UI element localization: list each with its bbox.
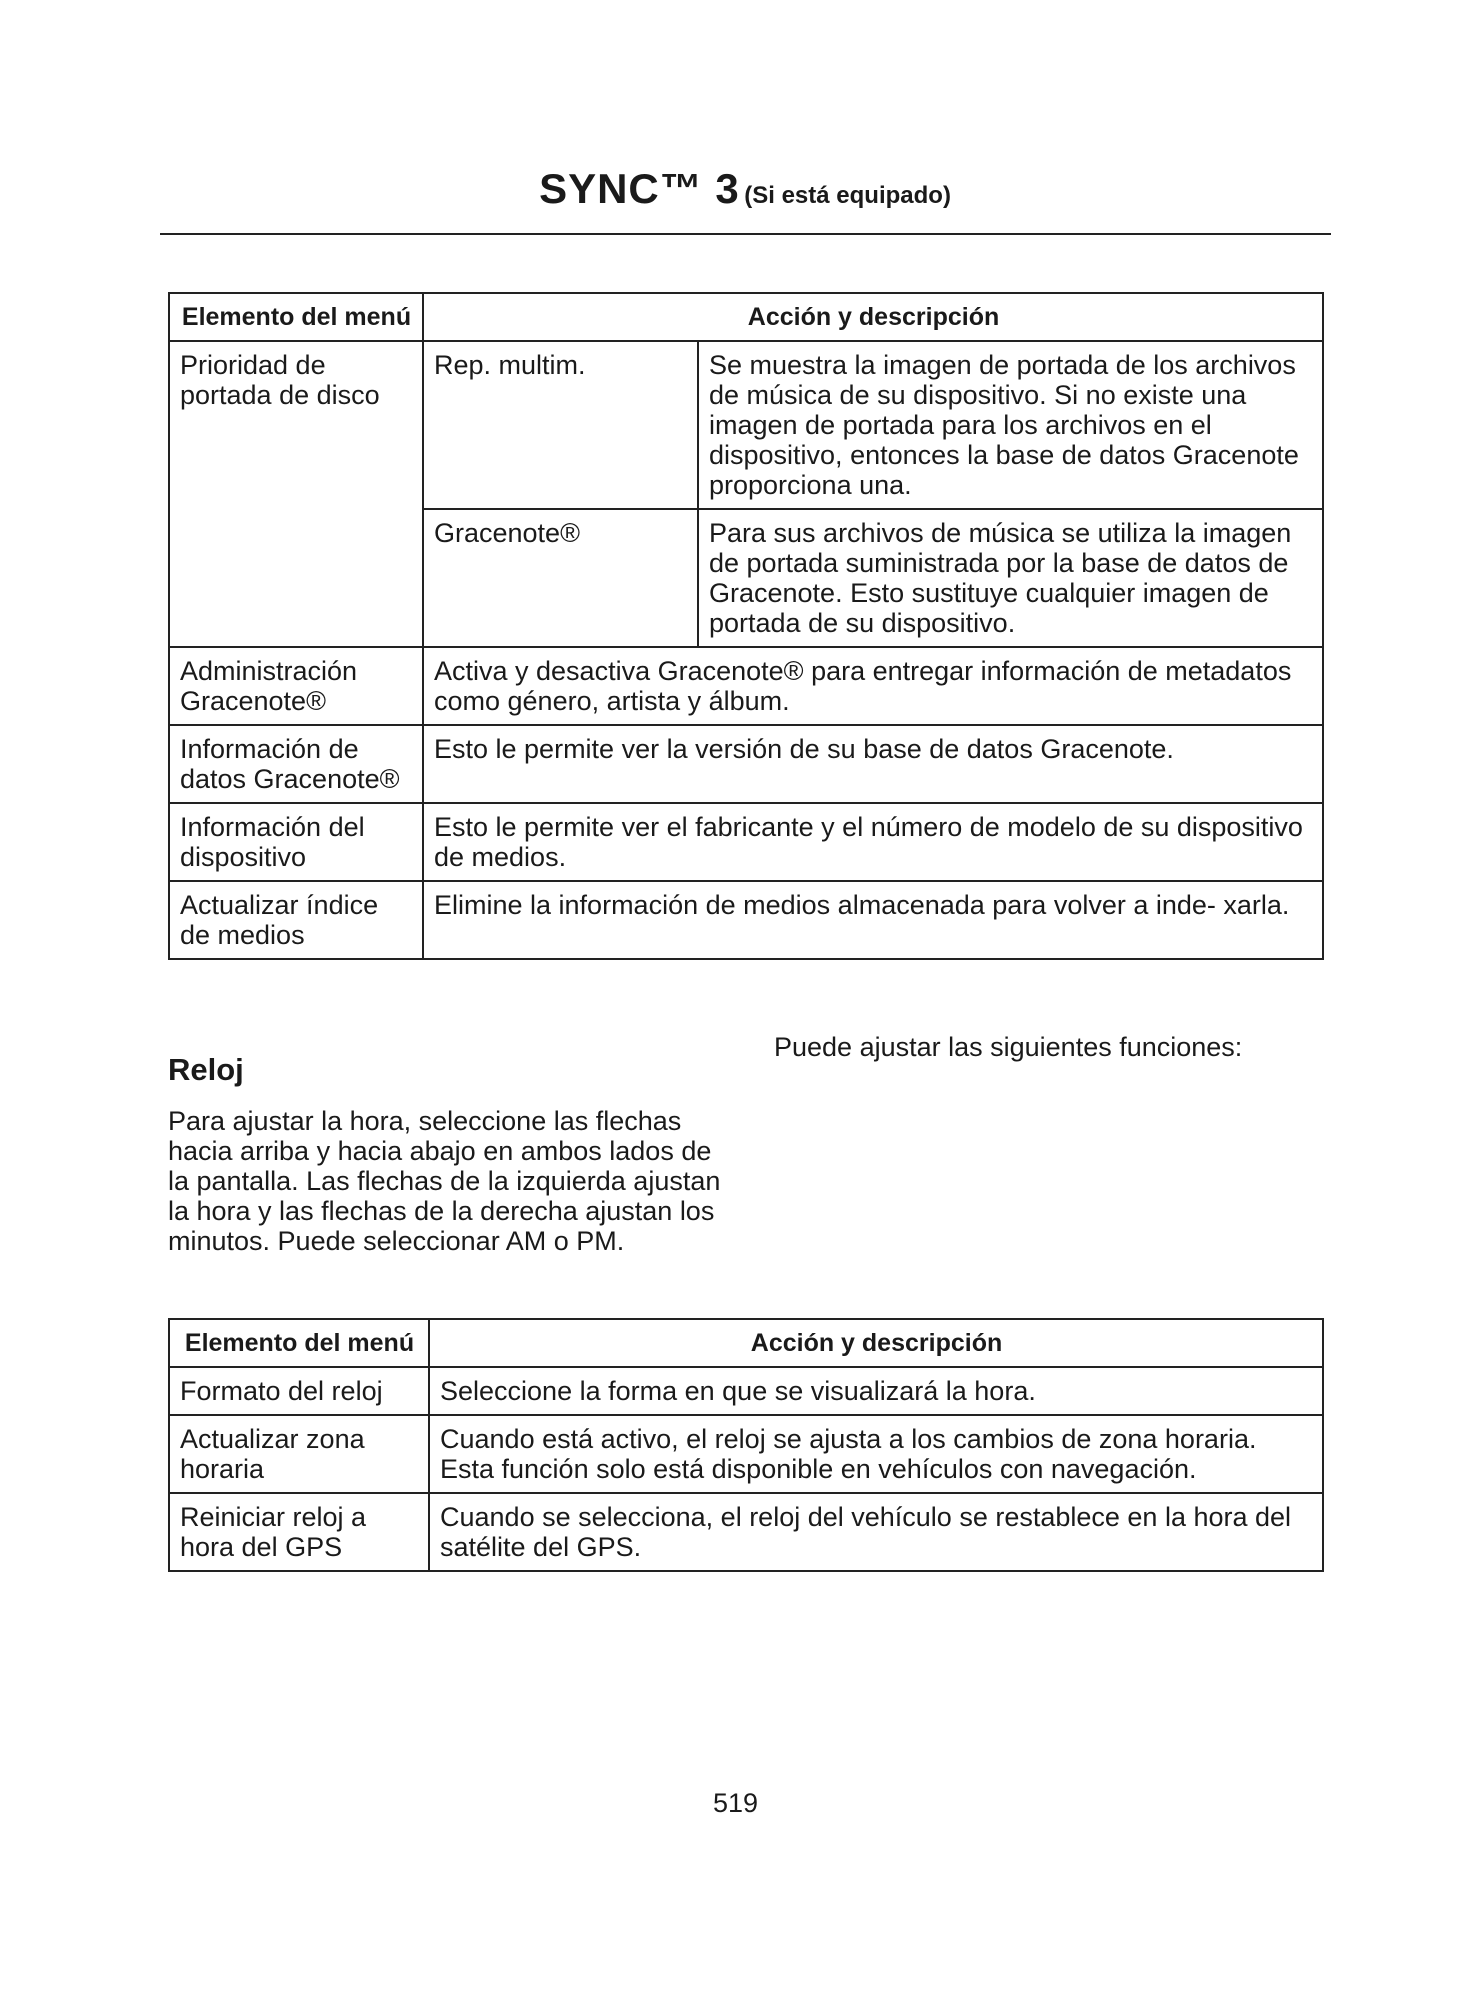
menu-item-cell: Prioridad de portada de disco (169, 341, 423, 647)
page-number: 519 (712, 1788, 759, 1818)
menu-item-cell: Información de datos Gracenote® (169, 725, 423, 803)
description-cell: Elimine la información de medios almacenada para volver a inde- xarla. (423, 881, 1323, 959)
header-action: Acción y descripción (429, 1319, 1323, 1367)
table-row (169, 647, 1323, 725)
table-row (169, 1493, 1323, 1571)
description-cell: Cuando se selecciona, el reloj del vehículo se restablece en la hora del satélite del GPS. (429, 1493, 1323, 1571)
sub-option-cell: Gracenote® (423, 509, 698, 647)
page-subtitle: (Si está equipado) (744, 182, 951, 209)
clock-paragraph: Para ajustar la hora, seleccione las flechas hacia arriba y hacia abajo en ambos lados de la pantalla. Las flechas de la izquierda ajustan la hora y las flechas de la derecha ajustan los minutos. Puede seleccionar AM o PM. (168, 1106, 721, 1256)
header-action: Acción y descripción (423, 293, 1323, 341)
menu-item-cell: Información del dispositivo (169, 803, 423, 881)
clock-section-title: Reloj (168, 1052, 244, 1087)
table-row (169, 1415, 1323, 1493)
description-cell: Seleccione la forma en que se visualizará la hora. (429, 1367, 1323, 1415)
header-divider (160, 233, 1331, 235)
page-title: SYNC™ 3 (539, 165, 740, 212)
description-cell: Para sus archivos de música se utiliza la imagen de portada suministrada por la base de datos de Gracenote. Esto sustituye cualquier imagen de portada de su dispositivo. (698, 509, 1323, 647)
table-row (169, 803, 1323, 881)
sub-option-cell: Rep. multim. (423, 341, 698, 509)
description-cell: Activa y desactiva Gracenote® para entregar información de metadatos como género, artista y álbum. (423, 647, 1323, 725)
menu-item-cell: Reiniciar reloj a hora del GPS (169, 1493, 429, 1571)
description-cell: Esto le permite ver el fabricante y el número de modelo de su dispositivo de medios. (423, 803, 1323, 881)
media-settings-table (168, 292, 1324, 960)
description-cell: Esto le permite ver la versión de su base de datos Gracenote. (423, 725, 1323, 803)
menu-item-cell: Formato del reloj (169, 1367, 429, 1415)
header-menu-item: Elemento del menú (169, 293, 423, 341)
menu-item-cell: Actualizar zona horaria (169, 1415, 429, 1493)
table-row (169, 881, 1323, 959)
page-header (160, 165, 1330, 213)
description-cell: Cuando está activo, el reloj se ajusta a los cambios de zona horaria. Esta función solo está disponible en vehículos con navegación. (429, 1415, 1323, 1493)
header-menu-item: Elemento del menú (169, 1319, 429, 1367)
table-row (169, 1367, 1323, 1415)
table-row (169, 341, 1323, 509)
menu-item-cell: Administración Gracenote® (169, 647, 423, 725)
clock-functions-intro: Puede ajustar las siguientes funciones: (774, 1032, 1243, 1062)
table-header-row (169, 1319, 1323, 1367)
table-header-row (169, 293, 1323, 341)
table-row (169, 725, 1323, 803)
clock-settings-table (168, 1318, 1324, 1572)
description-cell: Se muestra la imagen de portada de los archivos de música de su dispositivo. Si no existe una imagen de portada para los archivos en el dispositivo, entonces la base de datos Gracenote proporciona una. (698, 341, 1323, 509)
menu-item-cell: Actualizar índice de medios (169, 881, 423, 959)
